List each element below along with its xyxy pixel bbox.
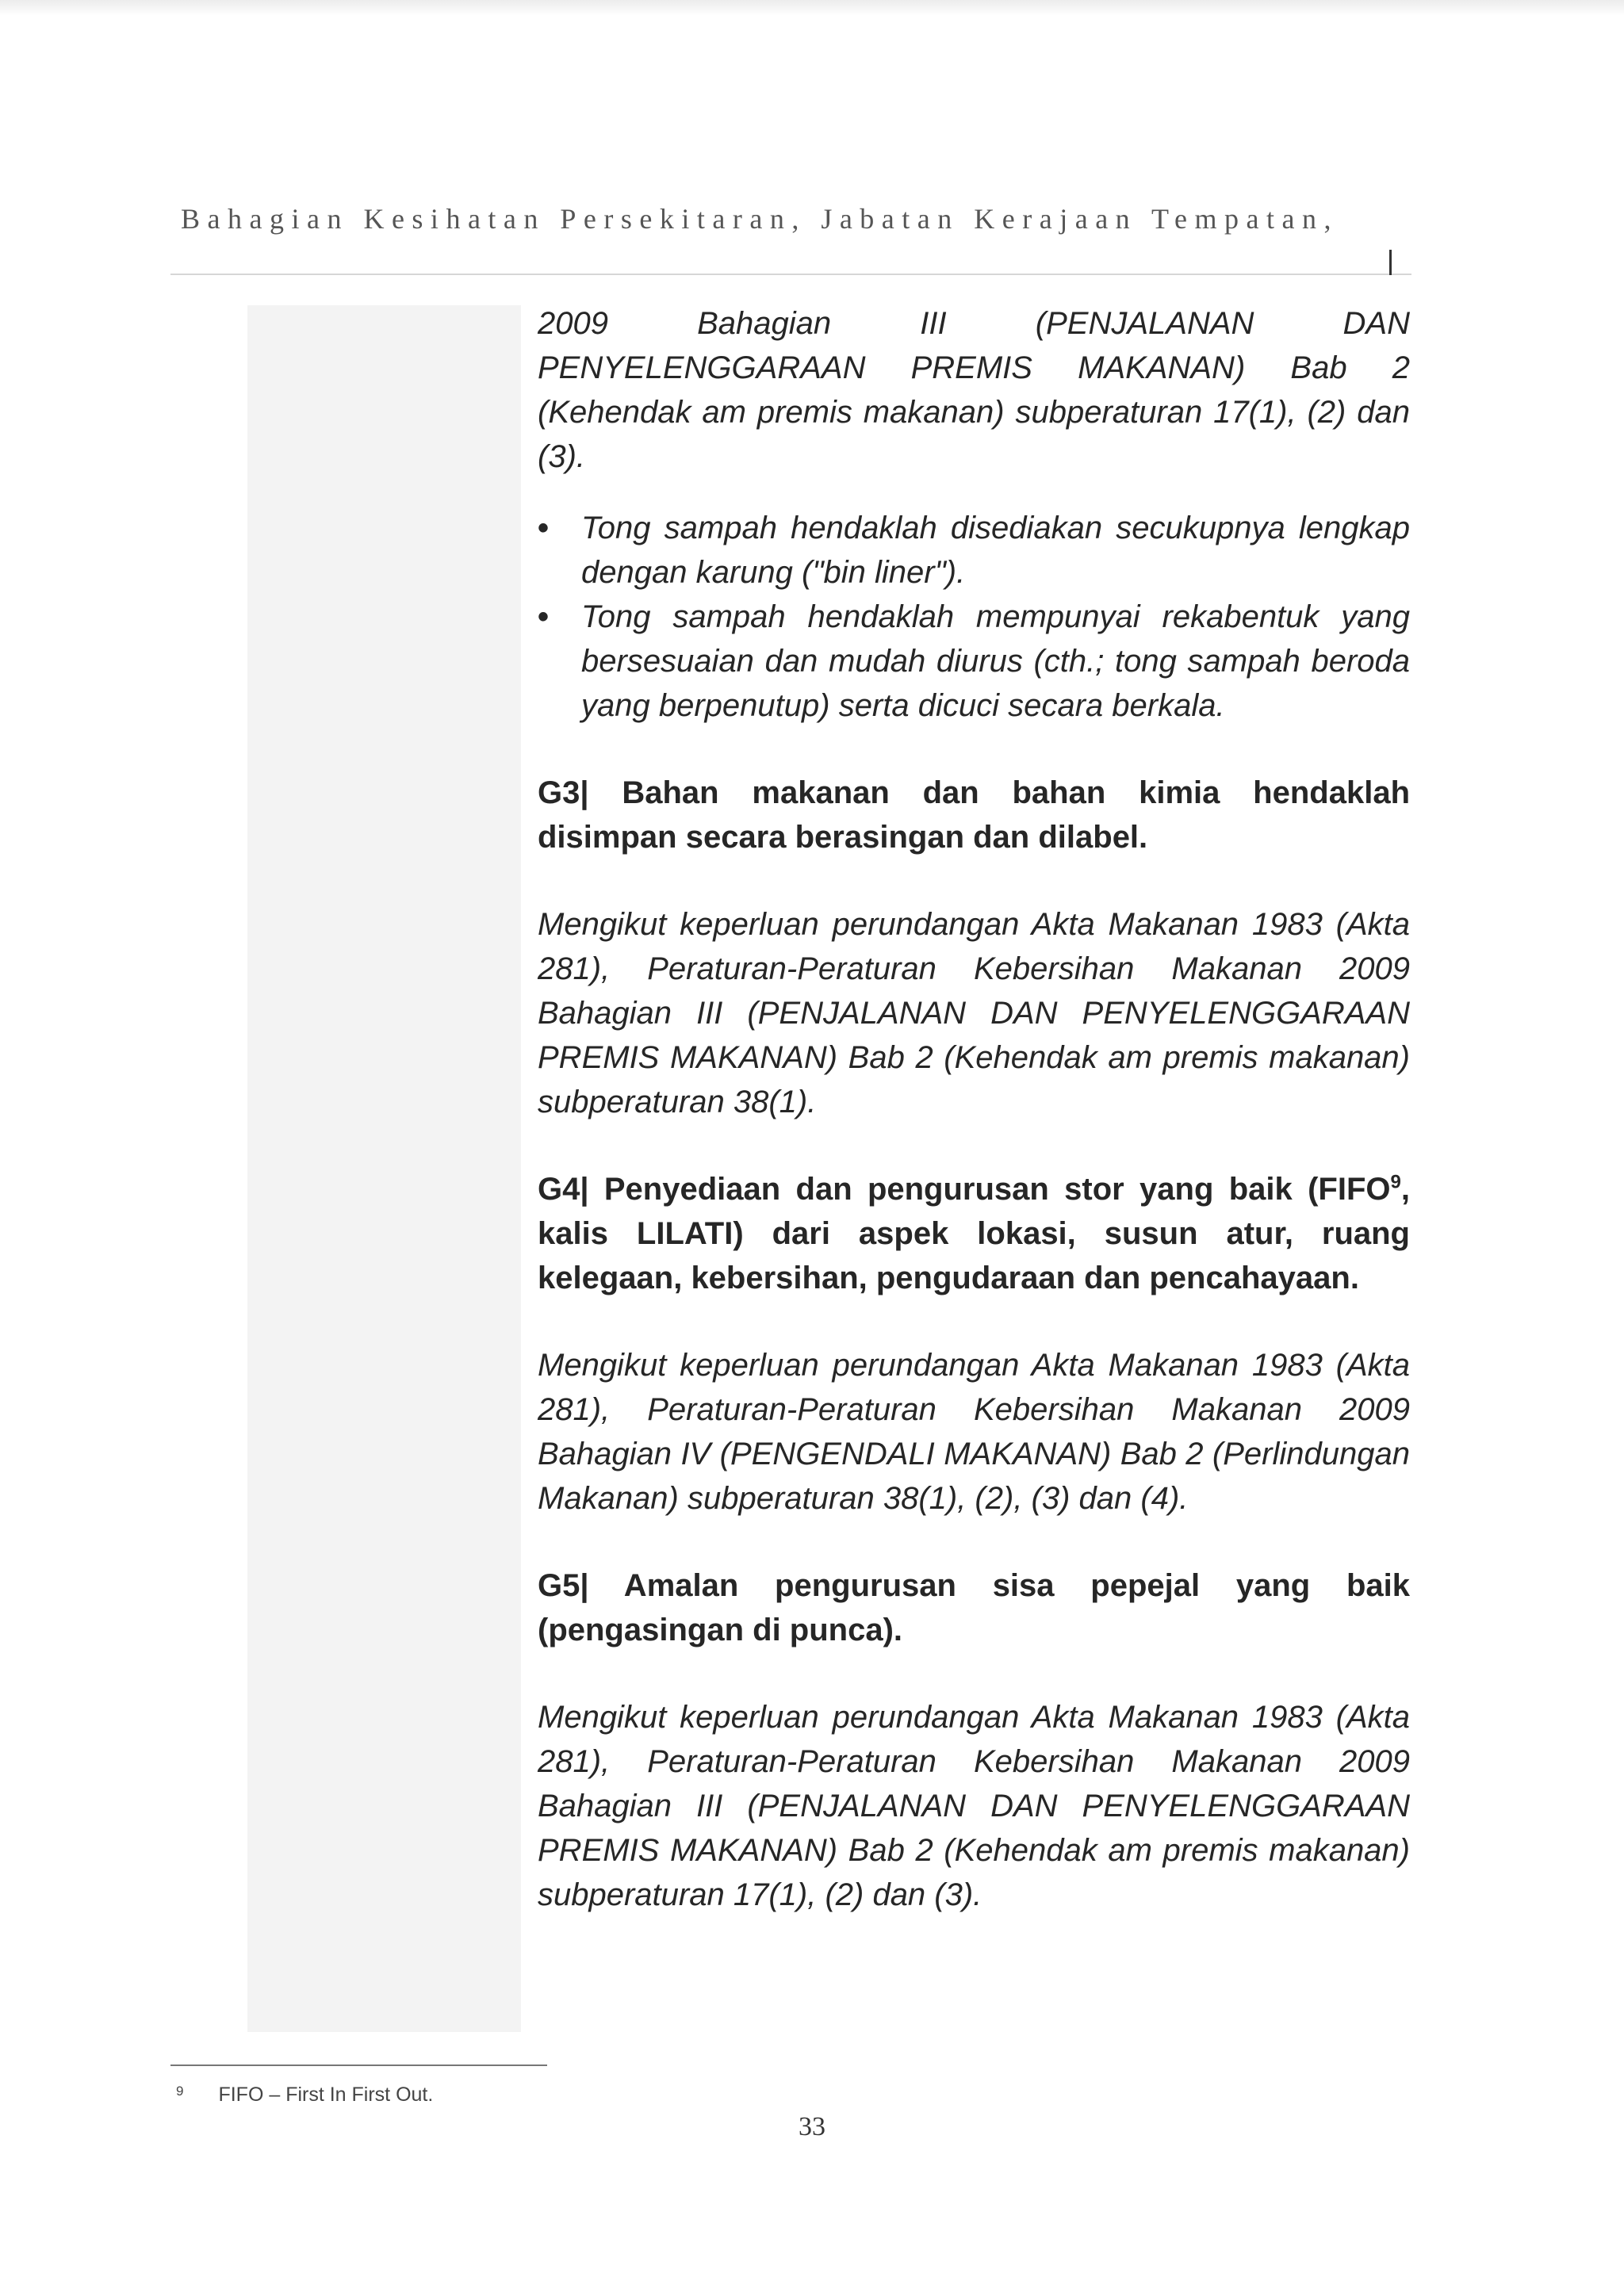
- footnote-divider: [170, 2064, 547, 2066]
- side-margin-panel: [247, 305, 521, 2032]
- section-heading-g3: G3| Bahan makanan dan bahan kimia hendaklah disimpan secara berasingan dan dilabel.: [538, 775, 1410, 855]
- bullet-text: Tong sampah hendaklah disediakan secukupnya lengkap dengan karung ("bin liner").: [581, 511, 1410, 590]
- paragraph-g4: Mengikut keperluan perundangan Akta Makanan 1983 (Akta 281), Peraturan-Peraturan Kebersihan Makanan 2009 Bahagian IV (PENGENDALI MAKANAN) Bab 2 (Perlindungan Makanan) subperaturan 38(1), (2), (3) dan (4).: [538, 1348, 1410, 1516]
- footnote: [176, 2084, 433, 2107]
- bullet-text: Tong sampah hendaklah mempunyai rekabentuk yang bersesuaian dan mudah diurus (cth.; tong sampah beroda yang berpenutup) serta dicuci secara berkala.: [581, 599, 1410, 723]
- bullet-list: [538, 506, 1410, 728]
- header-divider: [170, 274, 1411, 275]
- paragraph-g3: Mengikut keperluan perundangan Akta Makanan 1983 (Akta 281), Peraturan-Peraturan Kebersihan Makanan 2009 Bahagian III (PENJALANAN DAN PENYELENGGARAAN PREMIS MAKANAN) Bab 2 (Kehendak am premis makanan) subperaturan 38(1).: [538, 907, 1410, 1119]
- paragraph-continued: 2009 Bahagian III (PENJALANAN DAN PENYELENGGARAAN PREMIS MAKANAN) Bab 2 (Kehendak am premis makanan) subperaturan 17(1), (2) dan (3).: [538, 306, 1410, 474]
- section-heading-g4: [538, 1167, 1410, 1300]
- page-number: 33: [799, 2112, 825, 2141]
- scan-edge: [0, 0, 1624, 16]
- bullet-icon: •: [538, 511, 550, 545]
- body-content: [538, 301, 1410, 1960]
- g4-heading-part-1: G4| Penyediaan dan pengurusan stor yang baik (FIFO: [538, 1172, 1391, 1207]
- footnote-mark: 9: [176, 2084, 184, 2099]
- bullet-item: [538, 506, 1410, 595]
- bullet-item: [538, 595, 1410, 728]
- g4-heading-part-2: , kalis LILATI) dari aspek lokasi, susun atur, ruang kelegaan, kebersihan, pengudaraan dan pencahayaan.: [538, 1172, 1410, 1295]
- running-header: Bahagian Kesihatan Persekitaran, Jabatan Kerajaan Tempatan,: [181, 203, 1339, 235]
- footnote-text: FIFO – First In First Out.: [218, 2084, 434, 2106]
- paragraph-g5: Mengikut keperluan perundangan Akta Makanan 1983 (Akta 281), Peraturan-Peraturan Kebersihan Makanan 2009 Bahagian III (PENJALANAN DAN PENYELENGGARAAN PREMIS MAKANAN) Bab 2 (Kehendak am premis makanan) subperaturan 17(1), (2) dan (3).: [538, 1700, 1410, 1912]
- header-tick-mark: [1389, 250, 1392, 275]
- bullet-icon: •: [538, 599, 550, 634]
- section-heading-g5: G5| Amalan pengurusan sisa pepejal yang baik (pengasingan di punca).: [538, 1568, 1410, 1647]
- footnote-reference: 9: [1390, 1171, 1401, 1193]
